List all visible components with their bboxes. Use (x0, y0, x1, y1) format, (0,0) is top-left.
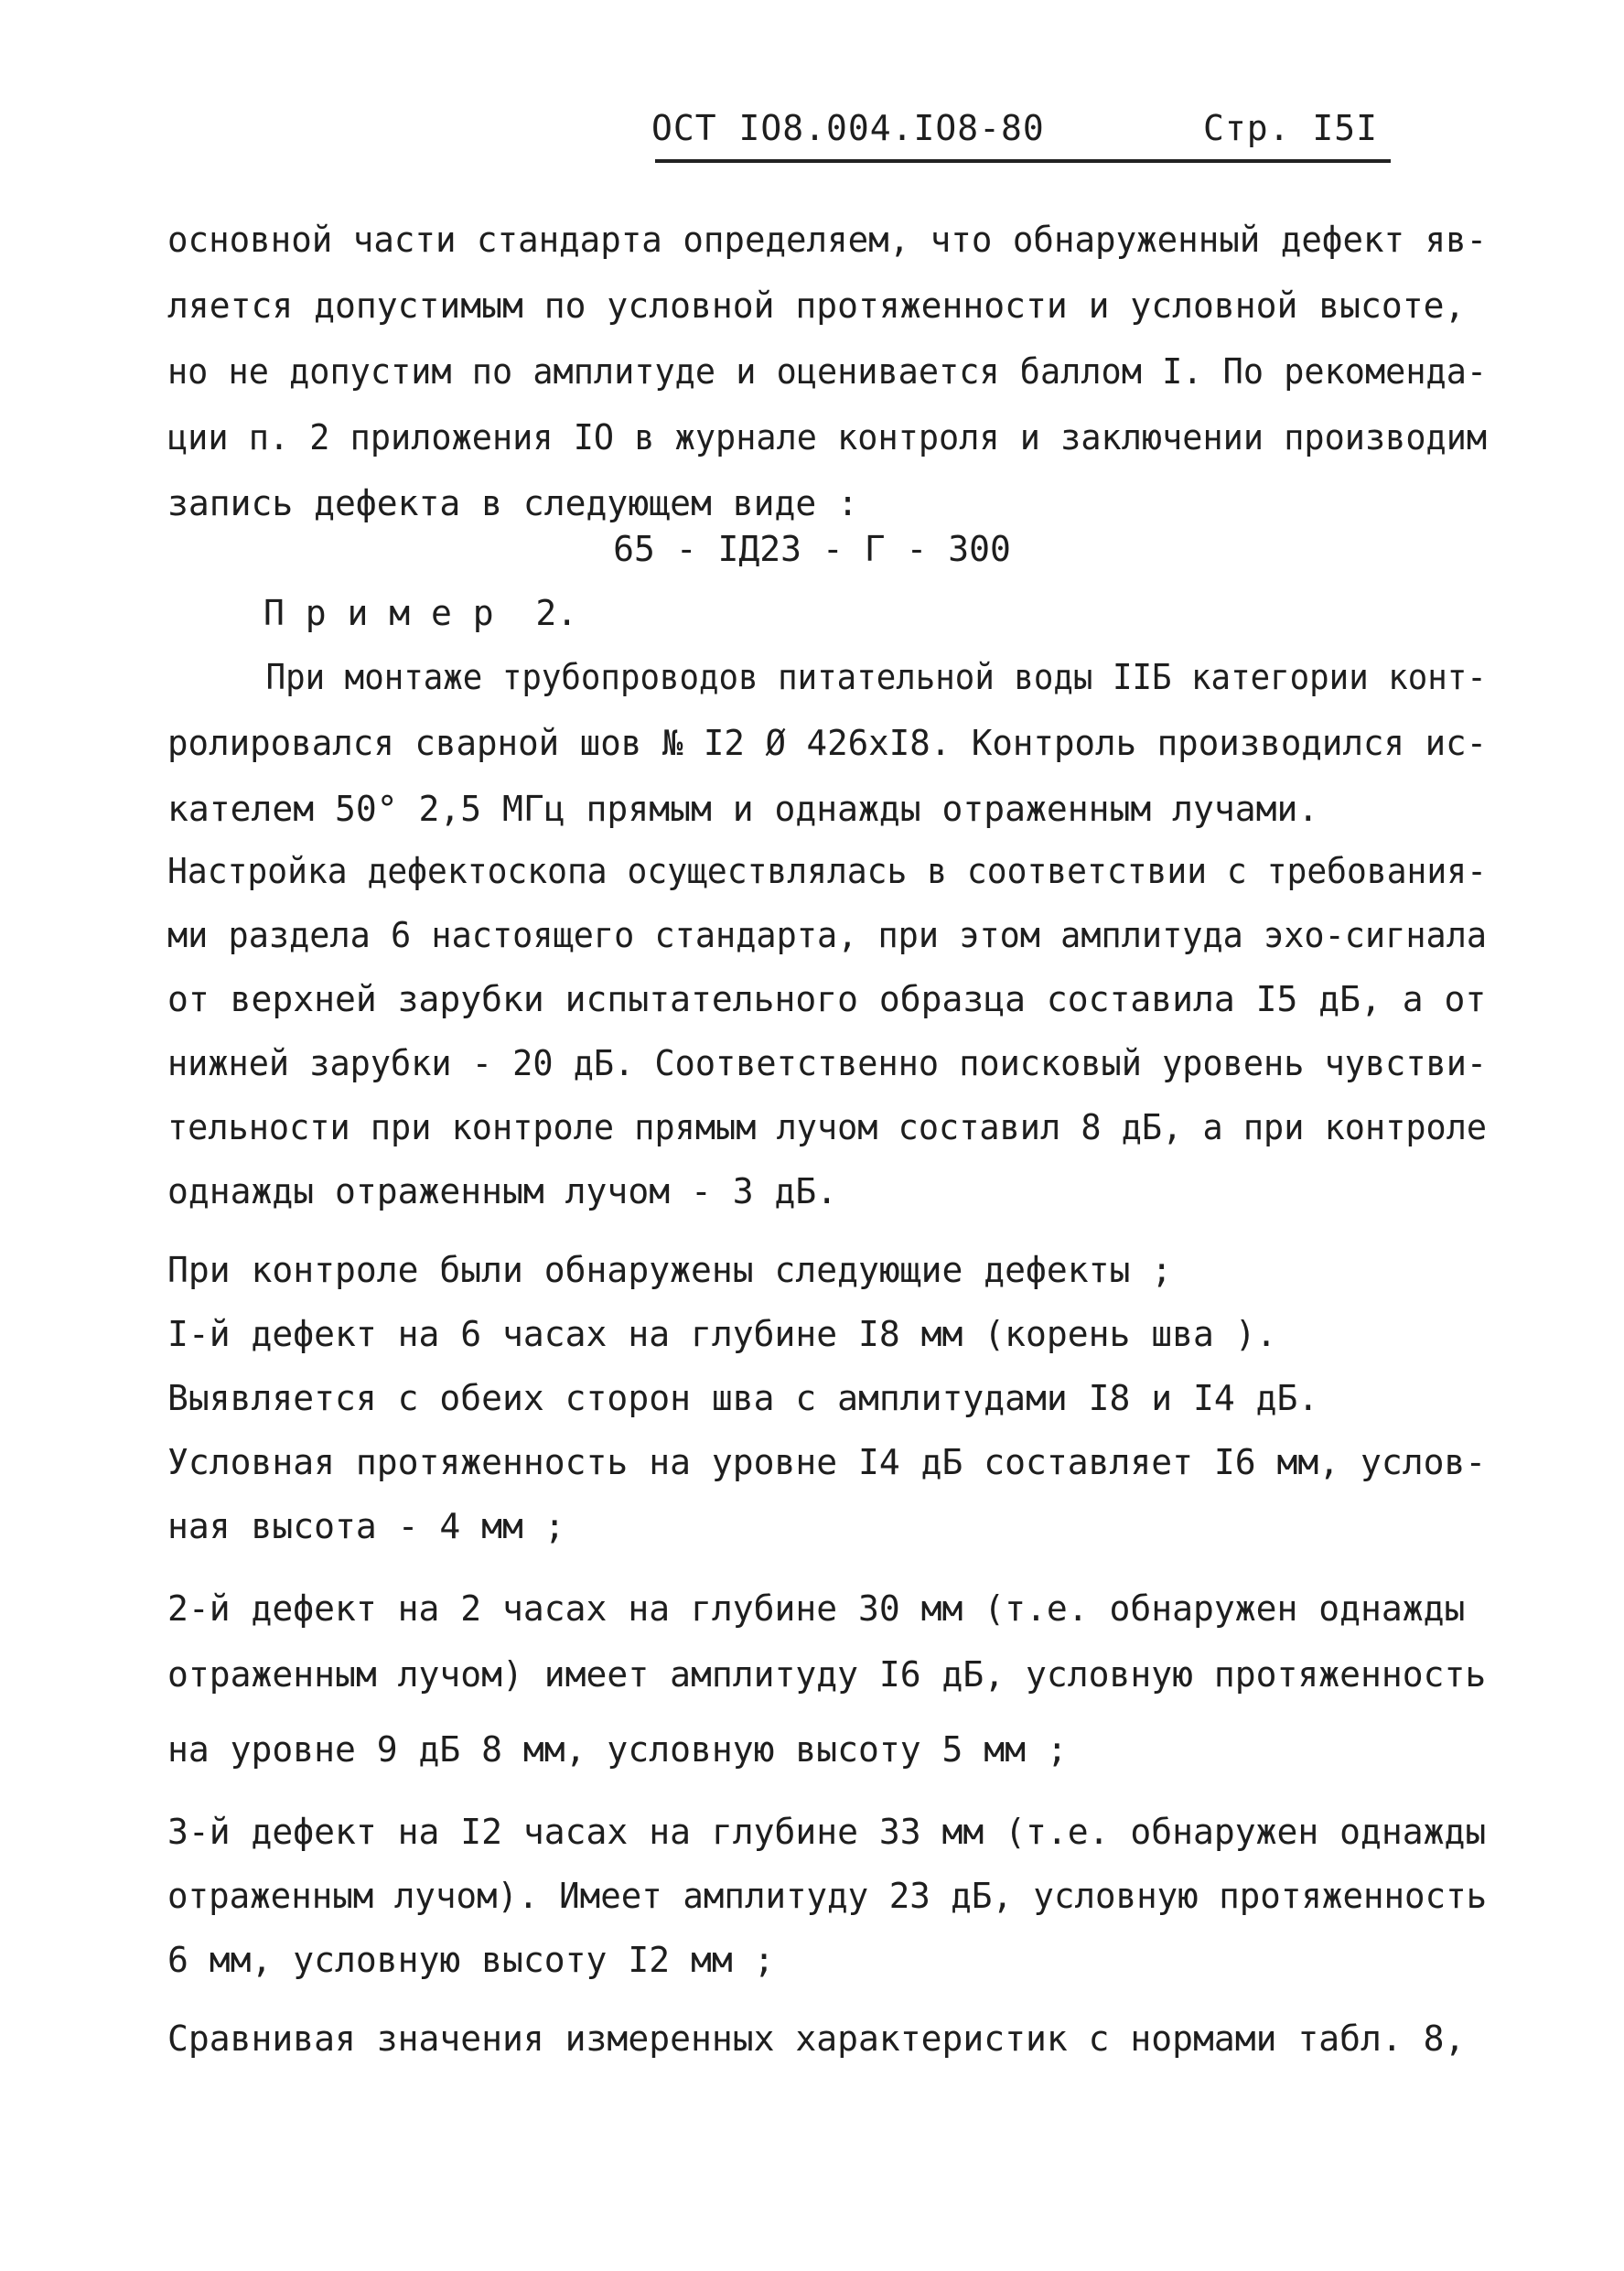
text-line: от верхней зарубки испытательного образца составила I5 дБ, а от (167, 979, 1487, 1019)
text-line: Настройка дефектоскопа осуществлялась в соответствии с требования- (167, 851, 1487, 891)
text-line: ляется допустимым по условной протяженности и условной высоте, (167, 285, 1466, 326)
example-heading: П р и м е р 2. (263, 593, 578, 633)
defect-3-line: отраженным лучом). Имеет амплитуду 23 дБ, условную протяженность (167, 1876, 1488, 1916)
text-line: ролировался сварной шов № I2 Ø 426xI8. Контроль производился ис- (167, 723, 1488, 763)
page-header (651, 108, 1391, 163)
defect-1-line: I-й дефект на 6 часах на глубине I8 мм (корень шва ). (167, 1314, 1277, 1354)
text-line: Сравнивая значения измеренных характеристик с нормами табл. 8, (167, 2018, 1466, 2059)
text-line: ции п. 2 приложения IO в журнале контроля и заключении производим (167, 417, 1488, 457)
text-line: запись дефекта в следующем виде : (167, 483, 858, 523)
text-line: основной части стандарта определяем, что обнаруженный дефект яв- (167, 220, 1488, 260)
defect-record: 65 - IД23 - Г - 300 (613, 529, 1011, 569)
defect-3-line: 6 мм, условную высоту I2 мм ; (167, 1940, 775, 1980)
defect-2-line: отраженным лучом) имеет амплитуду I6 дБ, условную протяженность (167, 1654, 1487, 1695)
text-line: тельности при контроле прямым лучом составил 8 дБ, а при контроле (167, 1107, 1488, 1147)
header-rule (655, 159, 1391, 163)
document-number: ОСТ IO8.004.IO8-80 (651, 108, 1045, 148)
text-line: но не допустим по амплитуде и оценивается баллом I. По рекоменда- (167, 351, 1488, 392)
text-line: однажды отраженным лучом - 3 дБ. (167, 1171, 838, 1211)
defect-2-line: 2-й дефект на 2 часах на глубине 30 мм (т.е. обнаружен однажды (167, 1588, 1466, 1629)
defect-3-line: 3-й дефект на I2 часах на глубине 33 мм (т.е. обнаружен однажды (167, 1812, 1487, 1852)
defects-intro: При контроле были обнаружены следующие дефекты ; (167, 1250, 1173, 1290)
defect-1-line: Выявляется с обеих сторон шва с амплитудами I8 и I4 дБ. (167, 1378, 1319, 1418)
defect-2-line: на уровне 9 дБ 8 мм, условную высоту 5 мм ; (167, 1729, 1068, 1770)
text-line: нижней зарубки - 20 дБ. Соответственно поисковый уровень чувстви- (167, 1043, 1488, 1083)
text-line: кателем 50° 2,5 МГц прямым и однажды отраженным лучами. (167, 789, 1319, 829)
defect-1-line: Условная протяженность на уровне I4 дБ составляет I6 мм, услов- (167, 1442, 1487, 1482)
text-line: При монтаже трубопроводов питательной воды IIБ категории конт- (167, 657, 1487, 697)
defect-1-line: ная высота - 4 мм ; (167, 1506, 565, 1546)
page-number: Стр. I5I (1202, 108, 1378, 148)
text-line: ми раздела 6 настоящего стандарта, при этом амплитуда эхо-сигнала (167, 915, 1488, 955)
